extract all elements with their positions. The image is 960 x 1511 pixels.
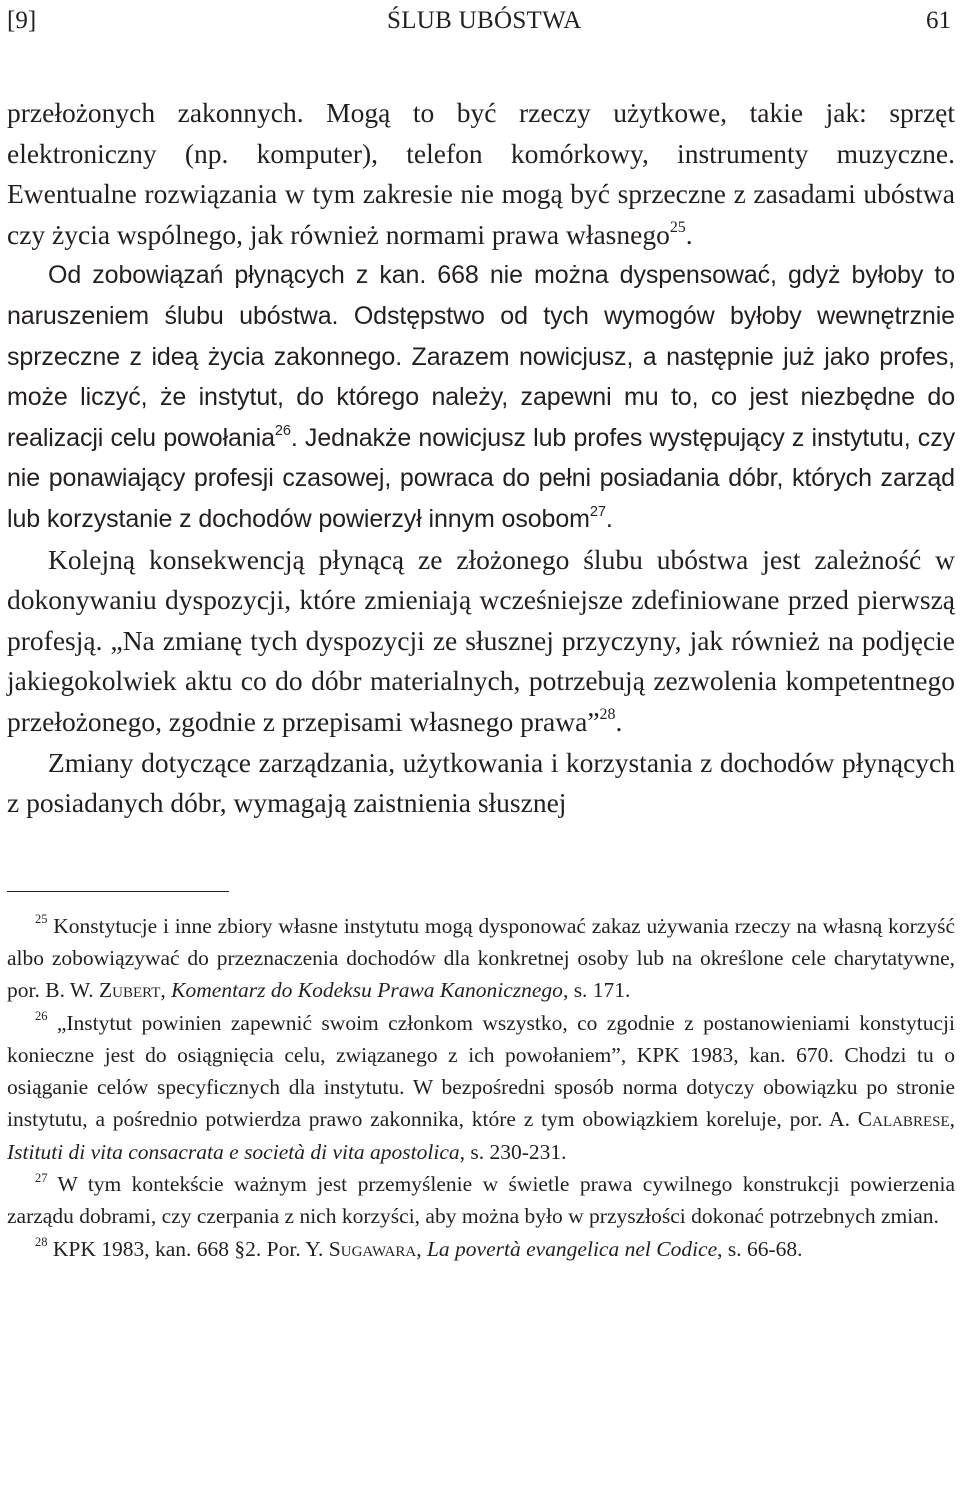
footnote-number: 27 [35,1170,48,1185]
punctuation: . [685,218,693,250]
footnote [7,1007,955,1168]
footnote-work-title: Komentarz do Kodeksu Prawa Kanonicznego [171,978,563,1003]
footnote-text: KPK 1983, kan. 668 §2. Por. Y. [47,1236,329,1261]
paragraph [7,743,955,824]
footnote-rule [7,891,229,892]
paragraph [7,540,955,743]
footnote-pages: , s. 230-231. [459,1139,567,1164]
footnote-pages: , s. 66-68. [717,1236,803,1261]
section-number: [9] [7,7,37,34]
main-text [7,93,955,824]
paragraph-text: . Jednakże nowicjusz lub profes występujący z instytutu, czy nie ponawiający profesji czasowej, powraca do pełni posiadania dóbr, których zarząd lub korzystanie z dochodów powierzył innym osobom [7,423,956,533]
footnote-pages: , s. 171. [562,978,631,1003]
footnote [7,1233,955,1265]
footnote-number: 26 [35,1009,48,1024]
paragraph-text: Od zobowiązań płynących z kan. 668 nie można dyspensować, gdyż byłoby to naruszeniem ślubu ubóstwa. Odstępstwo od tych wymogów byłoby wewnętrznie sprzeczne z ideą życia zakonnego. Zarazem nowicjusz, a następnie już jako profes, może liczyć, że instytut, do którego należy, zapewni mu to, co jest niezbędne do realizacji celu powołania [7,261,955,452]
running-head [7,0,955,42]
punctuation: . [615,705,623,737]
chapter-title: ŚLUB UBÓSTWA [387,7,582,34]
footnote-ref: 27 [589,504,606,521]
paragraph-text: Zmiany dotyczące zarządzania, użytkowania i korzystania z dochodów płynących z posiadanych dóbr, wymagają zaistnienia słusznej [7,746,955,819]
footnote-work-title: La povertà evangelica nel Codice [426,1236,718,1261]
book-page [7,0,955,1265]
footnote-number: 28 [35,1235,48,1250]
punctuation: . [605,504,613,533]
footnote-work-title: Istituti di vita consacrata e società di vita apostolica [7,1139,460,1164]
footnote-text: W tym kontekście ważnym jest przemyślenie w świetle prawa cywilnego konstrukcji powierzenia zarządu dobrami, czy czerpania z nich korzyści, aby można było w przyszłości dokonać potrzebnych zmian. [7,1172,955,1229]
footnote-author: Calabrese [857,1107,950,1132]
footnote-ref: 25 [669,219,686,237]
footnote [7,1168,955,1233]
paragraph [7,255,955,539]
paragraph-text: Kolejną konsekwencją płynącą ze złożonego ślubu ubóstwa jest zależność w dokonywaniu dyspozycji, które zmieniają wcześniejsze zdefiniowane przed pierwszą profesją. „Na zmianę tych dyspozycji ze słusznej przyczyny, jak również na podjęcie jakiegokolwiek aktu co do dóbr materialnych, potrzebują zezwolenia kompetentnego przełożonego, zgodnie z przepisami własnego prawa” [7,543,955,737]
footnote-ref: 26 [274,422,291,439]
footnote-text: Konstytucje i inne zbiory własne instytutu mogą dysponować zakaz używania rzeczy na własną korzyść albo zobowiązywać do przeznaczenia dochodów dla konkretnej osoby lub na określone cele charytatywne, por. B. W. [7,913,955,1003]
punctuation: , [949,1107,955,1132]
paragraph [7,93,955,255]
footnote-author: Zubert [99,978,161,1003]
footnote-author: Sugawara [328,1236,417,1261]
page-number: 61 [926,7,951,34]
punctuation: , [416,1236,427,1261]
footnote-number: 25 [35,912,48,927]
paragraph-text: przełożonych zakonnych. Mogą to być rzeczy użytkowe, takie jak: sprzęt elektroniczny (np. komputer), telefon komórkowy, instrumenty muzyczne. Ewentualne rozwiązania w tym zakresie nie mogą być sprzeczne z zasadami ubóstwa czy życia wspólnego, jak również normami prawa własnego [7,97,955,250]
footnotes [7,910,955,1265]
punctuation: , [160,978,172,1003]
footnote-text: „Instytut powinien zapewnić swoim członkom wszystko, co zgodnie z postanowieniami konstytucji konieczne jest do osiągnięcia celu, związanego z ich powołaniem”, KPK 1983, kan. 670. Chodzi tu o osiąganie celów specyficznych dla instytutu. W bezpośredni sposób norma dotyczy obowiązku po stronie instytutu, a pośrednio potwierdza prawo zakonnika, które z tym obowiązkiem koreluje, por. A. [7,1010,955,1132]
footnote-ref: 28 [599,706,616,724]
footnote [7,910,955,1007]
